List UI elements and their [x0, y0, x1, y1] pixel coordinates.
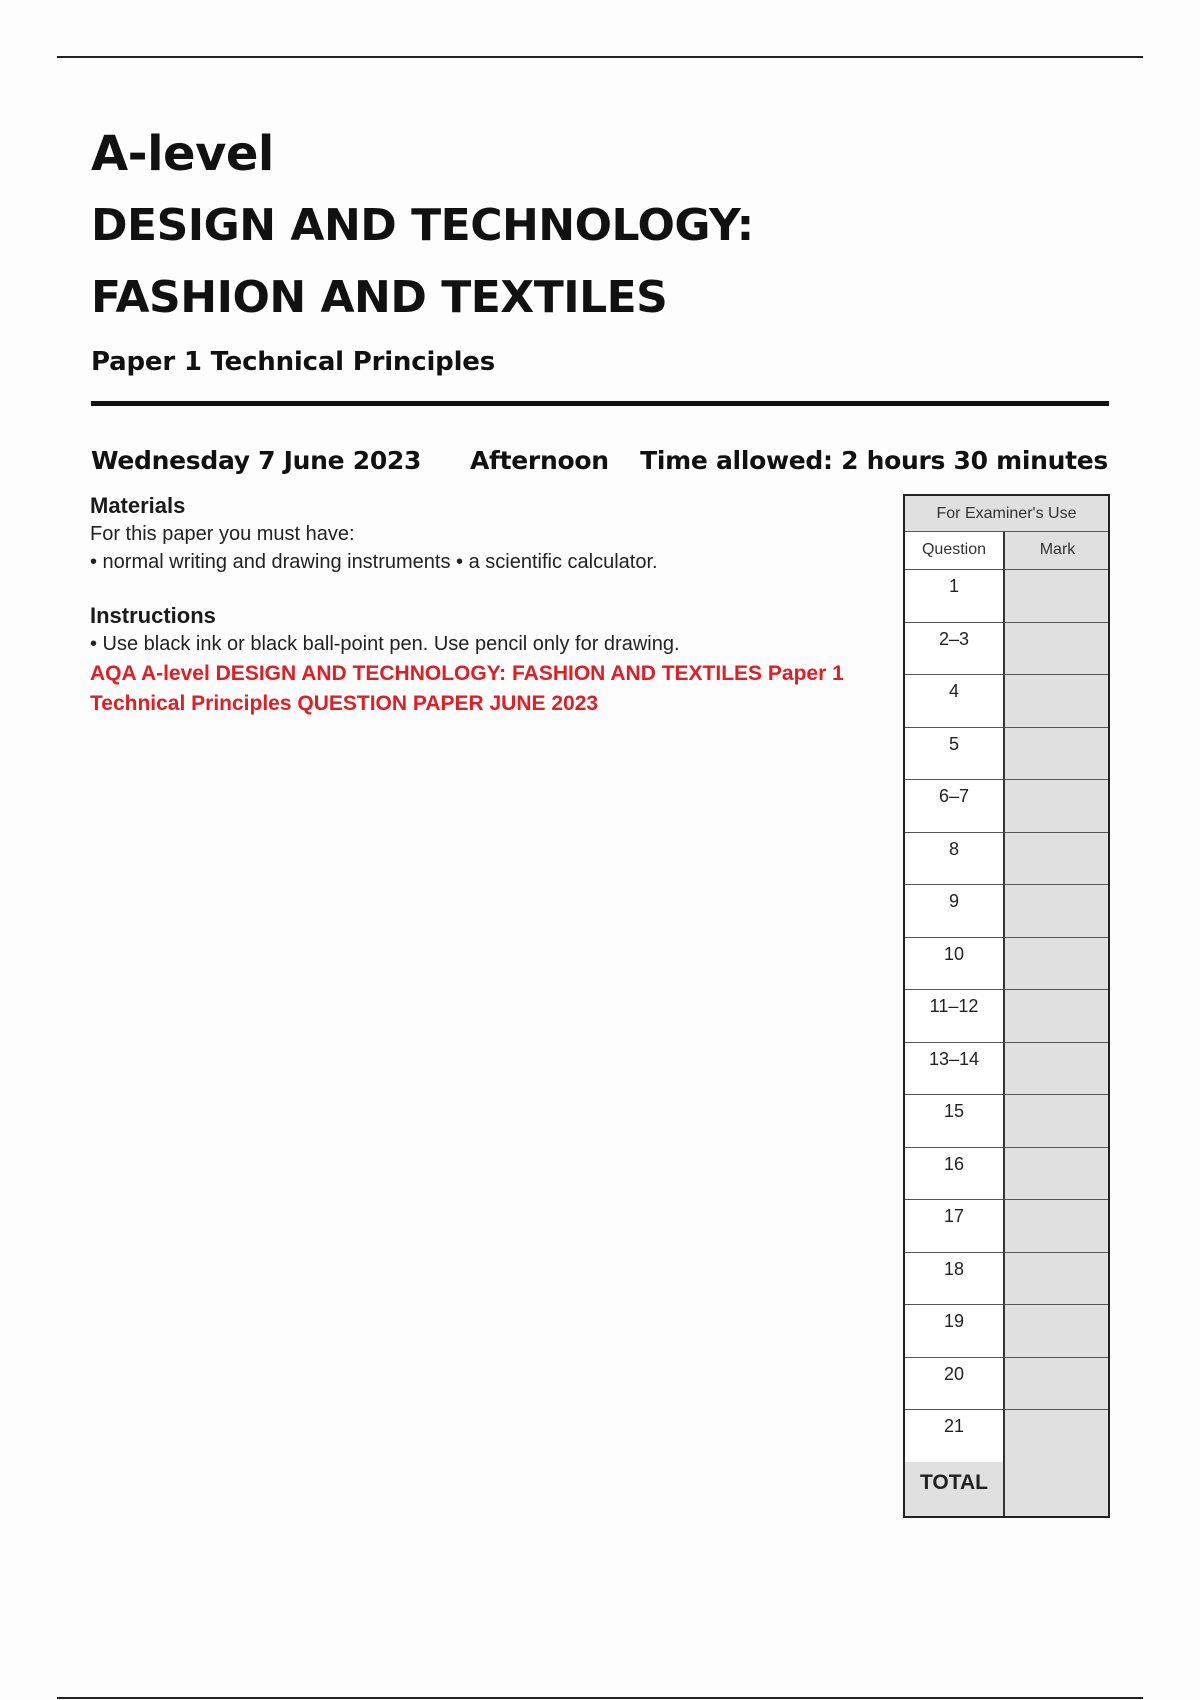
table-row — [905, 1253, 1108, 1306]
mark-cell — [1007, 938, 1108, 990]
question-number: 16 — [905, 1148, 1005, 1200]
mark-cell — [1007, 570, 1108, 622]
table-row — [905, 570, 1108, 623]
top-rule — [57, 56, 1143, 58]
mark-cell — [1007, 1253, 1108, 1305]
instructions-heading: Instructions — [90, 603, 216, 628]
instructions-column — [90, 492, 890, 718]
table-row — [905, 623, 1108, 676]
title-block — [91, 118, 754, 382]
mark-cell — [1007, 623, 1108, 675]
question-number: 2–3 — [905, 623, 1005, 675]
total-row — [905, 1462, 1108, 1516]
bottom-rule — [57, 1697, 1143, 1699]
paper-title: Paper 1 Technical Principles — [91, 347, 496, 377]
mark-cell — [1007, 1305, 1108, 1357]
table-row — [905, 1095, 1108, 1148]
question-number: 19 — [905, 1305, 1005, 1357]
title-divider — [91, 401, 1109, 406]
mark-cell — [1007, 780, 1108, 832]
mark-cell — [1007, 728, 1108, 780]
question-number: 10 — [905, 938, 1005, 990]
question-number: 1 — [905, 570, 1005, 622]
table-row — [905, 1358, 1108, 1411]
materials-intro: For this paper you must have: — [90, 523, 355, 545]
mark-cell — [1007, 1043, 1108, 1095]
materials-items: • normal writing and drawing instruments • a scientific calculator. — [90, 551, 658, 573]
document-note-line2: Technical Principles QUESTION PAPER JUNE 2023 — [90, 692, 599, 715]
table-row — [905, 885, 1108, 938]
exam-date: Wednesday 7 June 2023 — [91, 446, 422, 475]
question-number: 13–14 — [905, 1043, 1005, 1095]
subject-title-line2: FASHION AND TEXTILES — [91, 272, 668, 323]
materials-heading: Materials — [90, 493, 186, 518]
table-row — [905, 833, 1108, 886]
table-row — [905, 1410, 1108, 1462]
exam-session: Afternoon — [470, 446, 609, 475]
total-label: TOTAL — [905, 1462, 1005, 1516]
table-row — [905, 1043, 1108, 1096]
examiner-table-header-row — [905, 532, 1108, 570]
question-number: 21 — [905, 1410, 1005, 1462]
mark-cell — [1007, 1200, 1108, 1252]
question-number: 8 — [905, 833, 1005, 885]
question-number: 9 — [905, 885, 1005, 937]
table-row — [905, 1305, 1108, 1358]
question-number: 5 — [905, 728, 1005, 780]
question-number: 20 — [905, 1358, 1005, 1410]
table-row — [905, 1148, 1108, 1201]
table-row — [905, 780, 1108, 833]
table-row — [905, 728, 1108, 781]
examiner-use-table — [903, 494, 1110, 1518]
time-allowed: Time allowed: 2 hours 30 minutes — [640, 446, 1108, 475]
table-row — [905, 675, 1108, 728]
question-number: 6–7 — [905, 780, 1005, 832]
table-row — [905, 1200, 1108, 1253]
question-column-header: Question — [905, 532, 1005, 569]
document-note-line1: AQA A-level DESIGN AND TECHNOLOGY: FASHION AND TEXTILES Paper 1 — [90, 662, 844, 685]
question-number: 15 — [905, 1095, 1005, 1147]
mark-cell — [1007, 990, 1108, 1042]
table-row — [905, 990, 1108, 1043]
instruction-item: • Use black ink or black ball-point pen. Use pencil only for drawing. — [90, 633, 680, 655]
mark-cell — [1007, 1095, 1108, 1147]
subject-title-line1: DESIGN AND TECHNOLOGY: — [91, 200, 754, 251]
total-mark-cell — [1007, 1462, 1108, 1516]
table-row — [905, 938, 1108, 991]
mark-cell — [1007, 1358, 1108, 1410]
mark-cell — [1007, 885, 1108, 937]
question-number: 11–12 — [905, 990, 1005, 1042]
mark-cell — [1007, 1410, 1108, 1462]
question-number: 17 — [905, 1200, 1005, 1252]
mark-cell — [1007, 833, 1108, 885]
qualification-level: A-level — [91, 126, 274, 182]
mark-cell — [1007, 675, 1108, 727]
question-number: 4 — [905, 675, 1005, 727]
mark-column-header: Mark — [1039, 541, 1076, 558]
mark-cell — [1007, 1148, 1108, 1200]
question-number: 18 — [905, 1253, 1005, 1305]
examiner-table-title: For Examiner's Use — [905, 496, 1108, 532]
